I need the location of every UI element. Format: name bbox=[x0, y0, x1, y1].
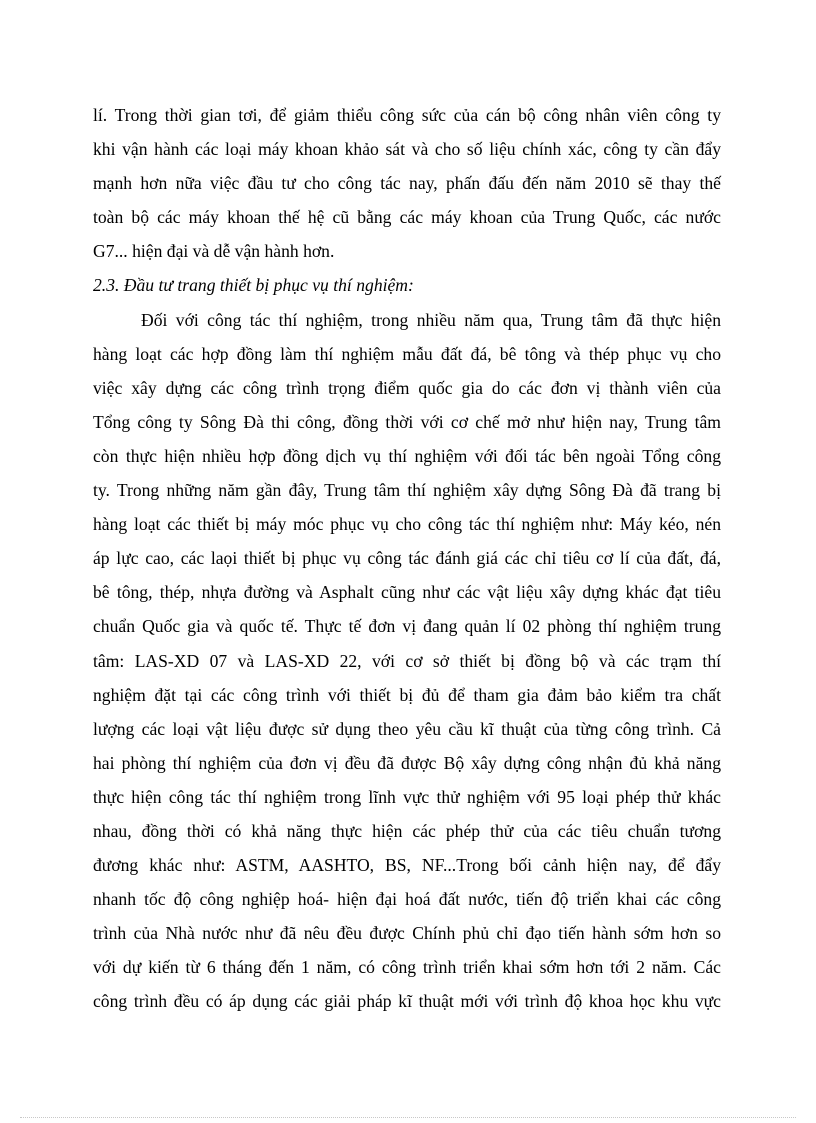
main-line-16: nhau, đồng thời có khả năng thực hiện các phép thử của các tiêu chuẩn tương bbox=[93, 820, 721, 841]
main-line-8: áp lực cao, các laọi thiết bị phục vụ công tác đánh giá các chỉ tiêu cơ lí của đất, đá, bbox=[93, 548, 721, 569]
main-line-10: chuẩn Quốc gia và quốc tế. Thực tế đơn vị đang quản lí 02 phòng thí nghiệm trung bbox=[93, 616, 721, 637]
main-line-12: nghiệm đặt tại các công trình với thiết bị đủ để tham gia đảm bảo kiểm tra chất bbox=[93, 684, 721, 705]
main-line-7: hàng loạt các thiết bị máy móc phục vụ cho công tác thí nghiệm như: Máy kéo, nén bbox=[93, 514, 721, 535]
main-line-19: trình của Nhà nước như đã nêu đều được Chính phủ chỉ đạo tiến hành sớm hơn so bbox=[93, 923, 721, 944]
main-line-18: nhanh tốc độ công nghiệp hoá- hiện đại hoá đất nước, tiến độ triển khai các công bbox=[93, 889, 721, 910]
section-heading: 2.3. Đầu tư trang thiết bị phục vụ thí nghiệm: bbox=[93, 275, 414, 296]
main-line-9: bê tông, thép, nhựa đường và Asphalt cũng như các vật liệu xây dựng khác đạt tiêu bbox=[93, 582, 721, 603]
main-line-4: Tổng công ty Sông Đà thi công, đồng thời với cơ chế mở như hiện nay, Trung tâm bbox=[93, 411, 721, 432]
page-bottom-divider bbox=[20, 1117, 796, 1118]
main-line-20: với dự kiến từ 6 tháng đến 1 năm, có công trình triển khai sớm hơn tới 2 năm. Các bbox=[93, 957, 721, 978]
body-text bbox=[93, 98, 721, 1019]
main-line-14: hai phòng thí nghiệm của đơn vị đều đã được Bộ xây dựng công nhận đủ khả năng bbox=[93, 752, 721, 773]
main-line-5: còn thực hiện nhiều hợp đồng dịch vụ thí nghiệm với đối tác bên ngoài Tổng công bbox=[93, 445, 721, 466]
intro-line-5: G7... hiện đại và dễ vận hành hơn. bbox=[93, 241, 335, 262]
main-line-1: Đối với công tác thí nghiệm, trong nhiều năm qua, Trung tâm đã thực hiện bbox=[141, 309, 721, 330]
main-line-11: tâm: LAS-XD 07 và LAS-XD 22, với cơ sở thiết bị đồng bộ và các trạm thí bbox=[93, 650, 721, 671]
main-line-17: đương khác như: ASTM, AASHTO, BS, NF...Trong bối cảnh hiện nay, để đẩy bbox=[93, 855, 721, 876]
main-line-13: lượng các loại vật liệu được sử dụng theo yêu cầu kĩ thuật của từng công trình. Cả bbox=[93, 718, 721, 739]
main-line-6: ty. Trong những năm gần đây, Trung tâm thí nghiệm xây dựng Sông Đà đã trang bị bbox=[93, 480, 721, 501]
intro-line-1: lí. Trong thời gian tơi, để giảm thiểu công sức của cán bộ công nhân viên công ty bbox=[93, 105, 721, 125]
main-line-2: hàng loạt các hợp đồng làm thí nghiệm mẫu đất đá, bê tông và thép phục vụ cho bbox=[93, 343, 721, 364]
main-line-3: việc xây dựng các công trình trọng điểm quốc gia do các đơn vị thành viên của bbox=[93, 377, 721, 398]
main-line-15: thực hiện công tác thí nghiệm trong lĩnh vực thử nghiệm với 95 loại phép thử khác bbox=[93, 786, 721, 807]
intro-line-2: khi vận hành các loại máy khoan khảo sát và cho số liệu chính xác, công ty cần đẩy bbox=[93, 139, 721, 160]
intro-line-4: toàn bộ các máy khoan thế hệ cũ bằng các máy khoan của Trung Quốc, các nước bbox=[93, 207, 721, 228]
intro-line-3: mạnh hơn nữa việc đầu tư cho công tác nay, phấn đấu đến năm 2010 sẽ thay thế bbox=[93, 173, 721, 194]
main-line-21: công trình đều có áp dụng các giải pháp kĩ thuật mới với trình độ khoa học khu vực bbox=[93, 991, 721, 1012]
